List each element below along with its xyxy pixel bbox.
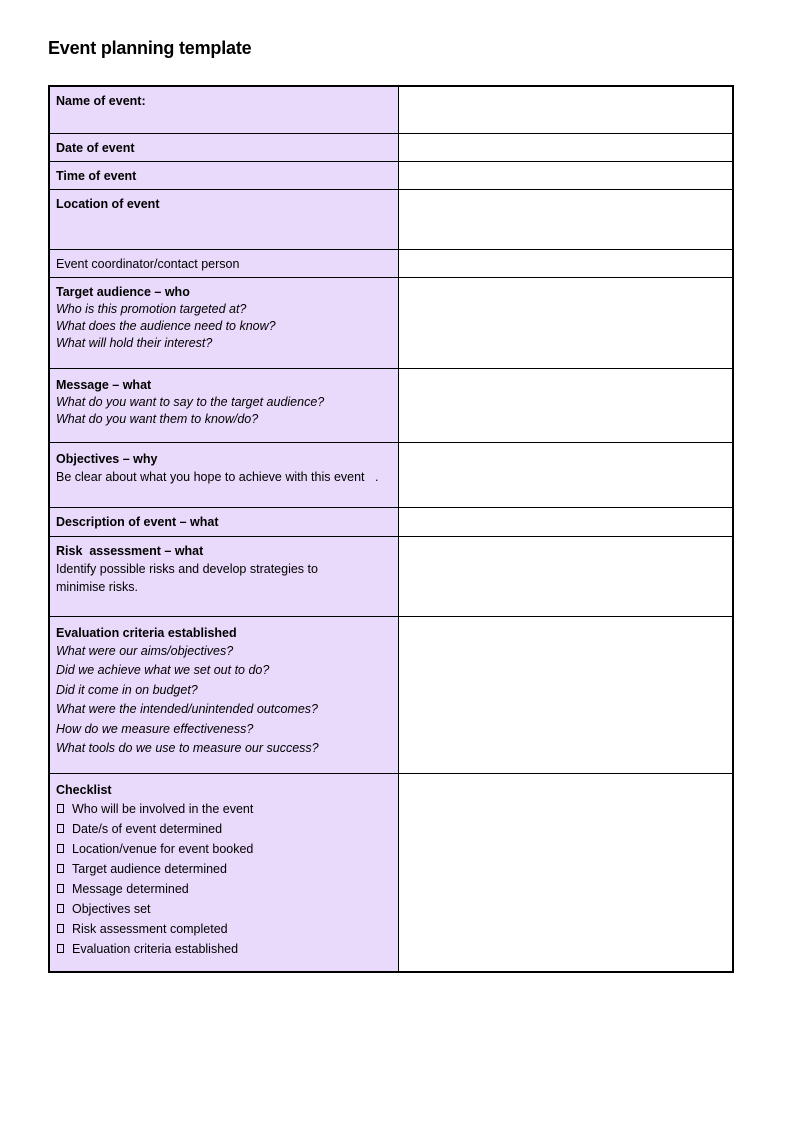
checkbox[interactable] (57, 804, 64, 813)
checklist-item (56, 879, 392, 899)
checklist-item (56, 919, 392, 939)
label-cell (49, 277, 398, 368)
checklist-item (56, 939, 392, 959)
checklist-item-label: Target audience determined (72, 861, 227, 876)
label-cell (49, 161, 398, 189)
row-label: Objectives – why (56, 451, 158, 466)
row-date-of-event (49, 133, 733, 161)
label-cell (49, 133, 398, 161)
date-of-event-field[interactable] (398, 133, 733, 161)
guidance-note: What do you want to say to the target audience? (56, 394, 325, 409)
label-cell (49, 368, 398, 442)
guidance-note: What will hold their interest? (56, 335, 213, 350)
guidance-note: What were the intended/unintended outcomes? (56, 702, 318, 716)
row-label: Name of event: (56, 94, 146, 108)
row-target-audience (49, 277, 733, 368)
event-planning-table (48, 85, 734, 973)
guidance-note: What do you want them to know/do? (56, 411, 259, 426)
label-cell (49, 773, 398, 972)
location-field[interactable] (398, 189, 733, 249)
guidance-note: Who is this promotion targeted at? (56, 301, 247, 316)
guidance-note: What tools do we use to measure our success? (56, 741, 319, 755)
row-label: Location of event (56, 196, 160, 211)
guidance-note: Did we achieve what we set out to do? (56, 663, 270, 677)
row-location (49, 189, 733, 249)
row-label: Evaluation criteria established (56, 625, 237, 640)
checklist-item-label: Evaluation criteria established (72, 941, 239, 956)
row-label: Risk assessment – what (56, 543, 204, 558)
checkbox[interactable] (57, 924, 64, 933)
label-cell (49, 189, 398, 249)
checkbox[interactable] (57, 864, 64, 873)
row-name-of-event (49, 86, 733, 133)
checklist-item-label: Date/s of event determined (72, 821, 223, 836)
label-cell (49, 249, 398, 277)
checklist-item (56, 899, 392, 919)
coordinator-field[interactable] (398, 249, 733, 277)
row-label: Target audience – who (56, 284, 190, 299)
row-time-of-event (49, 161, 733, 189)
label-cell (49, 86, 398, 133)
objectives-field[interactable] (398, 442, 733, 507)
row-label: Time of event (56, 168, 137, 183)
row-objectives (49, 442, 733, 507)
page-title: Event planning template (48, 38, 252, 58)
guidance-text: Identify possible risks and develop strategies to minimise risks. (56, 561, 318, 594)
row-label: Description of event – what (56, 514, 219, 529)
checklist-field[interactable] (398, 773, 733, 972)
checklist-item (56, 799, 392, 819)
checkbox[interactable] (57, 824, 64, 833)
row-label: Message – what (56, 377, 152, 392)
label-cell (49, 616, 398, 773)
guidance-note: What were our aims/objectives? (56, 643, 234, 658)
checklist-item-label: Objectives set (72, 901, 151, 916)
row-description (49, 507, 733, 536)
checklist-item-label: Risk assessment completed (72, 921, 228, 936)
row-label: Date of event (56, 140, 135, 155)
row-checklist (49, 773, 733, 972)
checkbox[interactable] (57, 844, 64, 853)
row-label: Checklist (56, 782, 112, 797)
label-cell (49, 536, 398, 616)
message-field[interactable] (398, 368, 733, 442)
checklist-item-label: Message determined (72, 881, 189, 896)
target-audience-field[interactable] (398, 277, 733, 368)
row-evaluation (49, 616, 733, 773)
row-message (49, 368, 733, 442)
risk-assessment-field[interactable] (398, 536, 733, 616)
guidance-note: How do we measure effectiveness? (56, 721, 254, 736)
guidance-note: What does the audience need to know? (56, 318, 276, 333)
evaluation-field[interactable] (398, 616, 733, 773)
checklist-item (56, 819, 392, 839)
row-label: Event coordinator/contact person (56, 256, 240, 271)
checklist-item-label: Who will be involved in the event (72, 801, 254, 816)
label-cell (49, 507, 398, 536)
row-risk-assessment (49, 536, 733, 616)
checklist-item (56, 839, 392, 859)
description-field[interactable] (398, 507, 733, 536)
row-coordinator (49, 249, 733, 277)
name-of-event-field[interactable] (398, 86, 733, 133)
label-cell (49, 442, 398, 507)
guidance-text: Be clear about what you hope to achieve with this event . (56, 469, 379, 484)
checkbox[interactable] (57, 904, 64, 913)
checklist-item-label: Location/venue for event booked (72, 841, 254, 856)
guidance-note: Did it come in on budget? (56, 682, 198, 697)
checkbox[interactable] (57, 944, 64, 953)
checklist-item (56, 859, 392, 879)
checkbox[interactable] (57, 884, 64, 893)
time-of-event-field[interactable] (398, 161, 733, 189)
